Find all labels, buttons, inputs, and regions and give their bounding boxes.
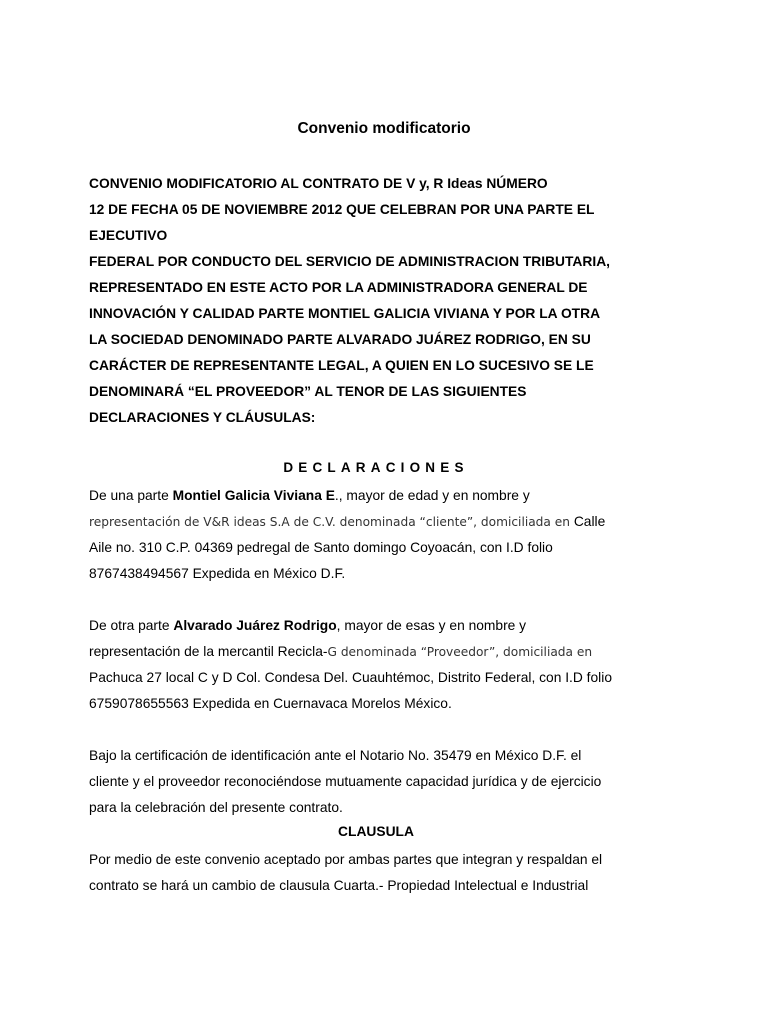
intro-paragraph xyxy=(89,171,661,431)
paragraph-text: De otra parte xyxy=(89,618,174,633)
paragraph-line xyxy=(89,613,661,639)
intro-line: DECLARACIONES Y CLÁUSULAS: xyxy=(89,410,316,425)
clausula-heading: CLAUSULA xyxy=(338,824,414,839)
paragraph-line: Aile no. 310 C.P. 04369 pedregal de Santo domingo Coyoacán, con I.D folio xyxy=(89,540,553,555)
paragraph-line: Pachuca 27 local C y D Col. Condesa Del. Cuauhtémoc, Distrito Federal, con I.D folio xyxy=(89,670,612,685)
clausula-paragraph xyxy=(89,847,661,899)
document-title: Convenio modificatorio xyxy=(297,120,471,137)
party-name-alvarado: Alvarado Juárez Rodrigo xyxy=(173,618,337,633)
paragraph-line: 8767438494567 Expedida en México D.F. xyxy=(89,566,346,581)
declaration-paragraph-2 xyxy=(89,613,661,717)
paragraph-line: Por medio de este convenio aceptado por ambas partes que integran y respaldan el xyxy=(89,852,603,867)
paragraph-text: Calle xyxy=(569,514,606,529)
intro-line: CARÁCTER DE REPRESENTANTE LEGAL, A QUIEN EN LO SUCESIVO SE LE xyxy=(89,358,594,373)
intro-line: FEDERAL POR CONDUCTO DEL SERVICIO DE ADMINISTRACION TRIBUTARIA, xyxy=(89,254,610,269)
intro-line: INNOVACIÓN Y CALIDAD PARTE MONTIEL GALICIA VIVIANA Y POR LA OTRA xyxy=(89,306,601,321)
paragraph-line: 6759078655563 Expedida en Cuernavaca Morelos México. xyxy=(89,696,452,711)
certification-paragraph xyxy=(89,743,661,821)
paragraph-line xyxy=(89,639,661,665)
intro-line: EJECUTIVO xyxy=(89,228,168,243)
intro-line: DENOMINARÁ “EL PROVEEDOR” AL TENOR DE LAS SIGUIENTES xyxy=(89,384,527,399)
paragraph-text: De una parte xyxy=(89,488,173,503)
paragraph-line: Bajo la certificación de identificación ante el Notario No. 35479 en México D.F. el xyxy=(89,748,582,763)
intro-line: LA SOCIEDAD DENOMINADO PARTE ALVARADO JUÁREZ RODRIGO, EN SU xyxy=(89,332,591,347)
declaraciones-heading: DECLARACIONES xyxy=(283,460,469,475)
paragraph-text: ., mayor de edad y en nombre y xyxy=(334,488,530,503)
paragraph-text: representación de la mercantil Recicla- xyxy=(89,644,328,659)
paragraph-line: contrato se hará un cambio de clausula Cuarta.- Propiedad Intelectual e Industrial xyxy=(89,878,589,893)
party-name-montiel: Montiel Galicia Viviana E xyxy=(172,488,335,503)
intro-line: 12 DE FECHA 05 DE NOVIEMBRE 2012 QUE CELEBRAN POR UNA PARTE EL xyxy=(89,202,595,217)
paragraph-line xyxy=(89,483,661,509)
paragraph-text-light: G denominada “Proveedor”, domiciliada en xyxy=(327,645,593,659)
paragraph-line: para la celebración del presente contrato. xyxy=(89,800,343,815)
intro-line: REPRESENTADO EN ESTE ACTO POR LA ADMINISTRADORA GENERAL DE xyxy=(89,280,588,295)
paragraph-line: cliente y el proveedor reconociéndose mutuamente capacidad jurídica y de ejercicio xyxy=(89,774,602,789)
paragraph-text: , mayor de esas y en nombre y xyxy=(336,618,527,633)
paragraph-line xyxy=(89,509,661,535)
intro-line: CONVENIO MODIFICATORIO AL CONTRATO DE V y, R Ideas NÚMERO xyxy=(89,176,548,191)
declaration-paragraph-1 xyxy=(89,483,661,587)
paragraph-text-light: representación de V&R ideas S.A de C.V. denominada “cliente”, domiciliada en xyxy=(89,515,570,529)
